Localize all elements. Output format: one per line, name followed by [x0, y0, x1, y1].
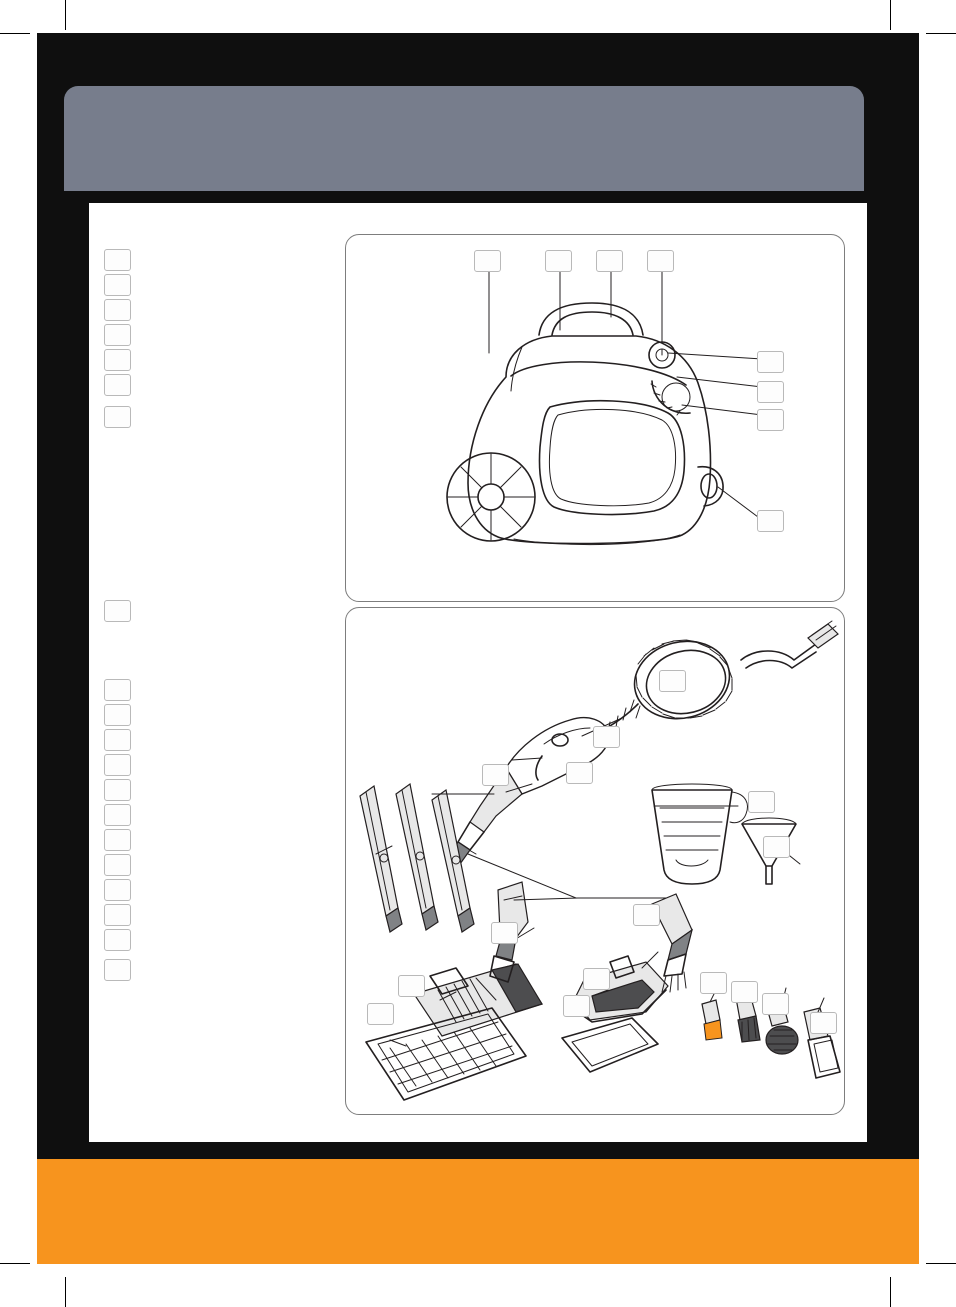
callout-bottom-6: [763, 836, 790, 858]
legend-item: [104, 299, 131, 321]
accessories-illustration: [346, 608, 844, 1114]
trim-mark-bottom-right: [890, 1277, 891, 1307]
legend-item: [104, 854, 131, 876]
callout-bottom-10: [367, 1003, 394, 1025]
callout-top-3: [596, 250, 623, 272]
legend-item: [104, 406, 131, 428]
trim-mark-left-top: [0, 33, 30, 34]
legend-item: [104, 959, 131, 981]
legend-item: [104, 879, 131, 901]
callout-bottom-12: [563, 995, 590, 1017]
legend-item: [104, 274, 131, 296]
callout-bottom-2: [593, 726, 620, 748]
legend-item: [104, 374, 131, 396]
steam-gun: [450, 718, 609, 864]
callout-bottom-7: [491, 922, 518, 944]
legend-item: [104, 829, 131, 851]
legend-item: [104, 804, 131, 826]
callout-top-1: [474, 250, 501, 272]
callout-top-2: [545, 250, 572, 272]
measuring-jug: [652, 784, 747, 884]
callout-bottom-4: [482, 764, 509, 786]
callout-bottom-14: [731, 981, 758, 1003]
floor-brush: [414, 964, 542, 1036]
hose: [594, 621, 838, 738]
trim-mark-right-top: [926, 33, 956, 34]
callout-bottom-13: [700, 972, 727, 994]
legend-item: [104, 729, 131, 751]
callout-right-3: [757, 409, 784, 431]
trim-mark-left-bottom: [0, 1263, 30, 1264]
legend-item: [104, 704, 131, 726]
legend-item: [104, 679, 131, 701]
legend-item: [104, 904, 131, 926]
callout-bottom-9: [398, 975, 425, 997]
callout-bottom-11: [583, 968, 610, 990]
legend-item: [104, 779, 131, 801]
callout-bottom-3: [566, 762, 593, 784]
legend-group-b: [104, 600, 131, 622]
legend-item: [104, 249, 131, 271]
callout-bottom-8: [633, 904, 660, 926]
legend-item: [104, 324, 131, 346]
legend-item: [104, 349, 131, 371]
page-header-band: [64, 86, 864, 191]
legend-item: [104, 929, 131, 951]
callout-top-4: [647, 250, 674, 272]
legend-group-c: [104, 679, 131, 981]
trim-mark-right-bottom: [926, 1263, 956, 1264]
callout-right-1: [757, 351, 784, 373]
callout-bottom-15: [762, 993, 789, 1015]
callout-bottom-1: [659, 670, 686, 692]
trim-mark-bottom-left: [65, 1277, 66, 1307]
page-footer-band: [37, 1159, 919, 1264]
trim-mark-top-right: [890, 0, 891, 30]
extension-tubes: [360, 784, 474, 932]
callout-bottom-16: [810, 1012, 837, 1034]
callout-bottom-5: [748, 791, 775, 813]
legend-group-a: [104, 249, 131, 428]
legend-item: [104, 600, 131, 622]
callout-right-2: [757, 381, 784, 403]
figure-accessories: [345, 607, 845, 1115]
trim-mark-top-left: [65, 0, 66, 30]
legend-item: [104, 754, 131, 776]
callout-right-4: [757, 510, 784, 532]
